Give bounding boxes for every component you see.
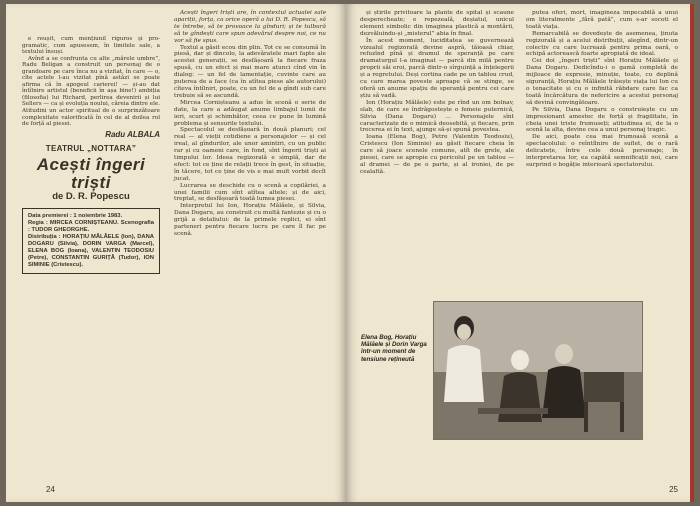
paragraph: putea oferi, mort, imagineza impecabilă a unui om literalmente „fără pată”, cum s-ar socoti el toată viața. [526, 10, 678, 30]
direction-credit: Regia : MIRCEA CORNIȘTEANU. Scenografia : TUDOR GHEORGHE. [28, 220, 154, 234]
paragraph: Mircea Cornișteanu a adus în scenă o serie de date, la care a adăugat anume limbajul lumii de ieri, scurt și schimbător, ceea ce pune în lumină problema și sensurile textului. [174, 99, 326, 127]
paragraph: și știrile privitoare la plante de spital și scaune desperecheate; e repezeală, deșiatul, unicul element simbolic din imaginea plastică a montării, dezvăluindu-și „misterul” abia în final. [360, 10, 514, 37]
paragraph: Interpretul lui Ion, Horațiu Mălăele, și Silvia, Dana Dogaru, au construit cu multă fantezie și cu o grijă a detaliului: de la primele replici, ei sînt parteneri pentru fiecare lucru pe care îl fac pe scenă. [174, 203, 326, 237]
right-page [346, 4, 694, 502]
left-column-2 [174, 10, 326, 238]
paragraph: Spectacolul se desfășoară în două planuri; cel real — al vieții cotidiene a personajelor — și cel ireal, al gîndurilor, ale unor amintiri, cu un public rar și cu oameni care, în fond, sînt îngerii triști ai timpului lor. Ideea regizorală e simplă, dar de efect: tot ce ține de relații trece în gest, în situație, în tăcere, tot ce ține de vis e mai mult vorbit decît jucat. [174, 127, 326, 182]
left-column-1 [22, 36, 160, 274]
stage-photo-illustration [434, 302, 642, 439]
credits-box [22, 208, 160, 274]
paragraph: Textul a găsit ecou din plin. Tot ce se consumă în piesă, dar și dincolo, la adevăratele mari fapte ale acestei generații, se desfășoară la fiecare fraza spusă, cu un efect și mai mare atunci cînd vin în dialog: — un fel de lamentație, cuvinte care au puterea de a face (ca în atîtea piese ale autorului) cîteva întîlniri, poate, cu un fel de a gîndi sub care trebuie să se ascundă. [174, 44, 326, 99]
article-signature: Radu ALBALA [105, 129, 160, 139]
play-title: Acești îngeri triști [36, 154, 146, 192]
cast-credit: Distribuția : HORAȚIU MĂLĂELE (Ion), DANA DOGARU (Silvia), DORIN VARGA (Marcel), ELENA BOG (Ioana), VALENTIN TEODOSIU (Petre), CONSTANTIN GURIȚĂ (Tudor), ION SIMINIE (Cristescu). [28, 234, 154, 269]
paragraph: e reușit, cum mențiunil riguros și pro-gramatic, cum apusesem, în limitele sale, a textului însuși. [22, 36, 160, 56]
right-column-1 [360, 10, 514, 176]
premiere-date: Data premierei : 1 noiembrie 1983. [28, 213, 123, 220]
theatre-name: TEATRUL „NOTTARA” [45, 144, 137, 154]
left-page [6, 4, 346, 502]
paragraph: Acești îngeri triști are, în contextul actualei sale apariții, forța, ca orice operă a lui D. R. Popescu, să te întrebe, să te provoace la gînduri; și te tulbură să te gîndești care spun adevărul despre noi, ce nu vor să fie spus. [174, 10, 326, 44]
page-number-right: 25 [669, 485, 678, 494]
paragraph: De aici, poate cea mai frumoasă scenă a spectacolului: o reîntîlnire de suflet, de o rară delicatețe, între cele două personaje; în interpretarea lor, ea capătă semnificații noi, care surprind o bogăție interioară spectatorului. [526, 134, 678, 168]
magazine-spread [6, 4, 694, 502]
paragraph: Lucrarea se deschide cu o scenă a copilăriei, a unei familii cum sînt atîtea altele; și de aici, treptat, se desfășoară toată lumea piesei. [174, 182, 326, 203]
stage-photo [433, 301, 643, 440]
paragraph: Avînd a se confrunta cu alte „mărele umbre”, Radu Beligan a construit un personaj de o grandoare pe care înca nu a vizitat, în care — o, cîte actele l-au vizitat pînă astăzi se poate afirma că în apogeul carierei! — și-au dat întîlnire artistul (beneficii în așa bine!) ambiția (filosofia) lui Richard, perlirea devenirii și lui Sellers — ca și evoluția noului, căreia dintre ele. Atitudini un actor spiritual de o surprinzătoare complexitate valorificată în cel de al doilea rol de forță al piesei. [22, 55, 160, 128]
paragraph: Remarcabilă se dovedește de asemenea, ținuta regizorală și a acelui distribuții, alegînd, dintr-un colectiv cu care lucrează pentru prima oară, o echipă actorească foarte apropiată de ideal. [526, 30, 678, 58]
page-number-left: 24 [46, 485, 55, 494]
paragraph: În acest moment, luciditatea se guvernează vizualul regizorală devine aspră, tăioasă chiar, refuzînd pînă și dramul de speranță pe care dramaturgul l-a imaginat — parcă din milă pentru proprii săi eroi, parcă dintr-o sîrguință a înțelegerii și a regretului. Deși cortina cade pe un tablou crud, cu care marea poveste aproape că se stinge, se oferă un anume spațiu de speranță pentru cei care știu să vadă. [360, 37, 514, 99]
right-column-2 [526, 10, 678, 169]
photo-caption: Elena Bog, Horațiu Mălăele și Dorin Varga într-un moment de tensiune rețineută [361, 334, 427, 363]
paragraph: Pe Silvia, Dana Dogaru o construiește cu un impresionant amestec de forță și fragilitate, în cheia unei triste frumuseți; atitudinea ei, de la o scenă la alta, devine cea a unui personaj tragic. [526, 106, 678, 134]
paragraph: Ioana (Elena Bog), Petre (Valentin Teodosiu), Cristescu (Ion Siminie) au găsit fiecare cheia în care să joace scenele comune, atît de grele, ale piesei, care se apropie cu pericolul pe un tablou — al dramei — de pe o parte, și al ironiei, de pe cealaltă. [360, 134, 514, 175]
play-author: de D. R. Popescu [52, 190, 130, 202]
paragraph: Cei doi „îngeri triști” sînt Horațiu Mălăele și Dana Dogaru. Dedicîndu-i o gamă completă de mijloace de expresie, minuție, toate, cu deplină siguranță, Horațiu Mălăele trăiește viața lui Ion cu o tenacitate și cu o infinită răbdare care fac ca toată încărcătura de nefericire a acestui personaj să devină convingătoare. [526, 58, 678, 106]
page-edge-band [690, 4, 694, 502]
paragraph: Ion (Horațiu Mălăele) este pe rînd un om bolnav, slab, de care se îndrăgostește o femeie puternică, Silvia (Dana Dogaru) ... Personajele sînt caracterizate de o mimică deosebită, și fiecare, prin trecerea ei în text, ajunge să-și spună povestea. [360, 99, 514, 134]
